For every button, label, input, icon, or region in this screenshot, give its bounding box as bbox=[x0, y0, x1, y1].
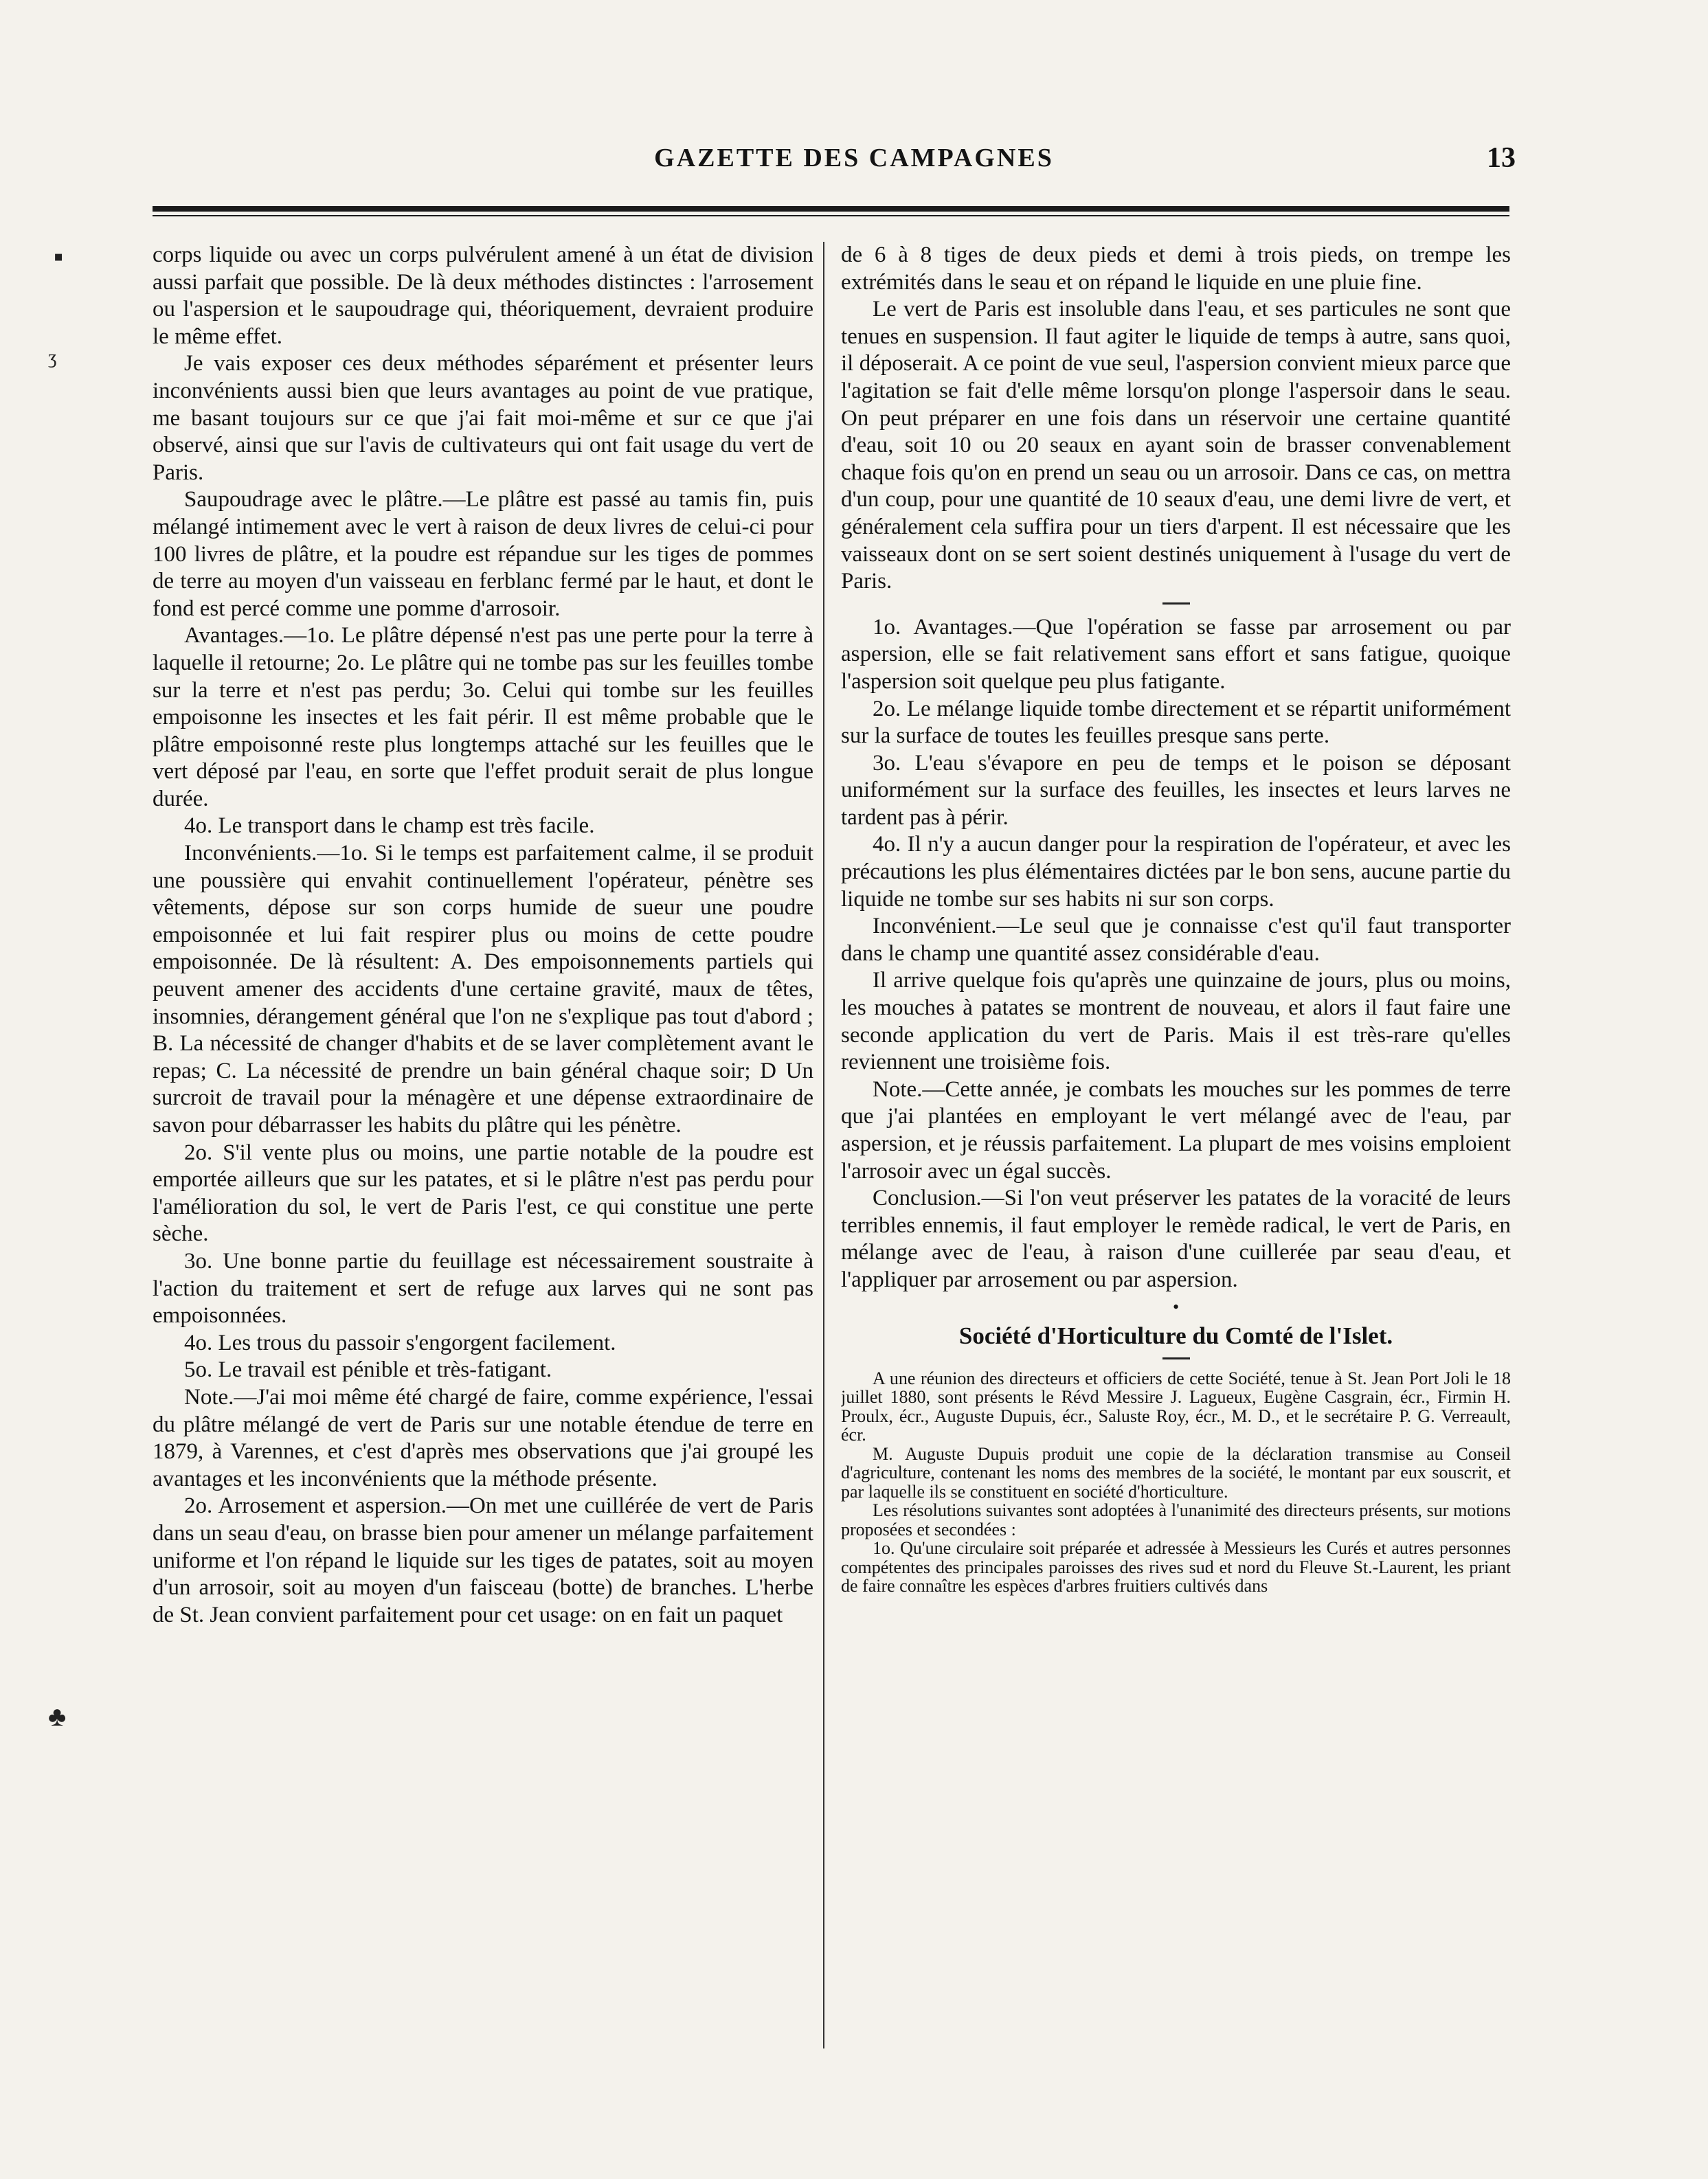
running-title: GAZETTE DES CAMPAGNES bbox=[654, 144, 1054, 172]
paragraph: 3o. Une bonne partie du feuillage est nécessairement soustraite à l'action du traitement et sert de refuge aux larves qui ne sont pas empoisonnées. bbox=[153, 1248, 813, 1329]
paragraph: Saupoudrage avec le plâtre.—Le plâtre est passé au tamis fin, puis mélangé intimement avec le vert à raison de deux livres de celui-ci pour 100 livres de plâtre, et la poudre est répandue sur les tiges de pommes de terre au moyen d'un vaisseau en ferblanc fermé par le haut, et dont le fond est percé comme une pomme d'arrosoir. bbox=[153, 487, 813, 621]
paragraph: Les résolutions suivantes sont adoptées à l'unanimité des directeurs présents, sur motions proposées et secondées : bbox=[841, 1500, 1511, 1539]
paragraph: 2o. Arrosement et aspersion.—On met une cuillérée de vert de Paris dans un seau d'eau, on brasse bien pour amener un mélange parfaitement uniforme et l'on répand le liquide sur les tiges de patates, soit au moyen d'un arrosoir, soit au moyen d'un faisceau (botte) de branches. L'herbe de St. Jean convient parfaitement pour cet usage: on en fait un paquet bbox=[153, 1493, 813, 1627]
header-rule-thick bbox=[153, 206, 1509, 212]
left-column bbox=[153, 242, 813, 2055]
paragraph: Note.—J'ai moi même été chargé de faire, comme expérience, l'essai du plâtre mélangé de vert de Paris sur une notable étendue de terre en 1879, à Varennes, et c'est d'après mes observations que j'ai groupé les avantages et les inconvénients que la méthode présente. bbox=[153, 1384, 813, 1491]
paragraph: 1o. Qu'une circulaire soit préparée et adressée à Messieurs les Curés et autres personnes compétentes des principales paroisses des rives sud et nord du Fleuve St.-Laurent, les priant de faire connaître les espèces d'arbres fruitiers cultivés dans bbox=[841, 1538, 1511, 1596]
paragraph: 4o. Il n'y a aucun danger pour la respiration de l'opérateur, et avec les précautions les plus élémentaires dictées par le bon sens, aucune partie du liquide ne tombe sur ses habits ni sur son corps. bbox=[841, 832, 1511, 912]
paragraph: 2o. S'il vente plus ou moins, une partie notable de la poudre est emportée ailleurs que sur les patates, et si le plâtre n'est pas perdu pour l'amélioration du sol, le vert de Paris l'est, ce qui constitue une perte sèche. bbox=[153, 1140, 813, 1247]
paragraph: Inconvénients.—1o. Si le temps est parfaitement calme, il se produit une poussière qui envahit continuellement l'opérateur, pénètre ses vêtements, dépose sur son corps humide de sueur une poudre empoisonnée et lui fait respirer plus ou moins de cette poudre empoisonnée. De là résultent: A. Des empoisonnements partiels qui peuvent amener des accidents d'une certaine gravité, maux de têtes, insomnies, dérangement général que l'on ne s'explique pas tout d'abord ; B. La nécessité de changer d'habits et de se laver complètement avant le repas; C. La nécessité de prendre un bain général chaque soir; D Un surcroit de travail pour la ménagère et une dépense extraordinaire de savon pour débarrasser les habits du plâtre qui les pénètre. bbox=[153, 841, 813, 1138]
section-title: Société d'Horticulture du Comté de l'Islet. bbox=[958, 1322, 1393, 1349]
paragraph: Le vert de Paris est insoluble dans l'eau, et ses particules ne sont que tenues en suspension. Il faut agiter le liquide de temps à autre, sans quoi, il déposerait. A ce point de vue seul, l'aspersion convient mieux parce que l'agitation se fait d'elle même lorsqu'on plonge l'aspersoir dans le seau. On peut préparer en une fois dans un réservoir une certaine quantité d'eau, soit 10 ou 20 seaux en ayant soin de brasser convenablement chaque fois qu'on en prend un seau ou un arrosoir. Dans ce cas, on mettra d'un coup, pour une quantité de 10 seaux d'eau, une demi livre de vert, et généralement cela suffira pour un tiers d'arpent. Il est nécessaire que les vaisseaux dont on se sert soient destinés uniquement à l'usage du vert de Paris. bbox=[841, 297, 1511, 594]
paragraph: Conclusion.—Si l'on veut préserver les patates de la voracité de leurs terribles ennemis, il faut employer le remède radical, le vert de Paris, en mélange avec de l'eau, à raison d'une cuillerée par seau d'eau, et l'appliquer par arrosement ou par aspersion. bbox=[841, 1186, 1511, 1292]
section-rule bbox=[1162, 602, 1190, 605]
paragraph: 4o. Les trous du passoir s'engorgent facilement. bbox=[184, 1330, 616, 1355]
title-rule bbox=[1162, 1357, 1190, 1359]
paragraph: Note.—Cette année, je combats les mouches sur les pommes de terre que j'ai plantées en employant le vert mélangé avec de l'eau, par aspersion, et je réussis parfaitement. La plupart de mes voisins emploient l'arrosoir avec un égal succès. bbox=[841, 1076, 1511, 1184]
ornament-divider: • bbox=[1172, 1296, 1180, 1317]
right-column bbox=[841, 242, 1511, 2055]
paragraph: corps liquide ou avec un corps pulvérulent amené à un état de division aussi parfait que possible. De là deux méthodes distinctes : l'arrosement ou l'aspersion et le saupoudrage qui, théoriquement, devraient produire le même effet. bbox=[153, 242, 813, 349]
paragraph: M. Auguste Dupuis produit une copie de la déclaration transmise au Conseil d'agriculture, contenant les noms des membres de la société, le montant par eux souscrit, et par laquelle ils se constituent en société d'horticulture. bbox=[841, 1443, 1511, 1502]
paragraph: Je vais exposer ces deux méthodes séparément et présenter leurs inconvénients aussi bien que leurs avantages au point de vue pratique, me basant toujours sur ce que j'ai fait moi-même et sur ce que j'ai observé, ainsi que sur l'avis de cultivateurs qui ont fait usage du vert de Paris. bbox=[153, 351, 813, 485]
column-divider bbox=[823, 242, 824, 2048]
section-body bbox=[841, 1369, 1511, 1596]
paragraph: 1o. Avantages.—Que l'opération se fasse par arrosement ou par aspersion, elle se fait relativement sans effort et sans fatigue, quoique l'aspersion soit quelque peu plus fatigante. bbox=[841, 614, 1511, 694]
paragraph: de 6 à 8 tiges de deux pieds et demi à trois pieds, on trempe les extrémités dans le seau et on répand le liquide en une pluie fine. bbox=[841, 242, 1511, 295]
paragraph: Inconvénient.—Le seul que je connaisse c'est qu'il faut transporter dans le champ une quantité assez considérable d'eau. bbox=[841, 914, 1511, 966]
paragraph: 2o. Le mélange liquide tombe directement et se répartit uniformément sur la surface de toutes les feuilles presque sans perte. bbox=[841, 696, 1511, 749]
paragraph: 4o. Le transport dans le champ est très facile. bbox=[184, 813, 595, 839]
paragraph: 5o. Le travail est pénible et très-fatigant. bbox=[184, 1357, 552, 1383]
header-rule-thin bbox=[153, 215, 1509, 216]
margin-speck: ♣ bbox=[48, 1701, 67, 1732]
paragraph: Avantages.—1o. Le plâtre dépensé n'est pas une perte pour la terre à laquelle il retourne; 2o. Le plâtre qui ne tombe pas sur les feuilles tombe sur la terre et n'est pas perdu; 3o. Celui qui tombe sur les feuilles empoisonne les insectes et les fait périr. Il est même probable que le plâtre empoisonné reste plus longtemps attaché sur les feuilles que le vert déposé par l'eau, en sorte que l'effet produit serait de plus longue durée. bbox=[153, 623, 813, 811]
paragraph: Il arrive quelque fois qu'après une quinzaine de jours, plus ou moins, les mouches à patates se montrent de nouveau, et alors il faut faire une seconde application du vert de Paris. Mais il est très-rare qu'elles reviennent une troisième fois. bbox=[841, 968, 1511, 1075]
paragraph: 3o. L'eau s'évapore en peu de temps et le poison se déposant uniformément sur la surface des feuilles, les insectes et leurs larves ne tardent pas à périr. bbox=[841, 750, 1511, 830]
margin-speck: ▪ bbox=[54, 241, 64, 272]
margin-speck: ʒ bbox=[48, 347, 57, 368]
paragraph: A une réunion des directeurs et officiers de cette Société, tenue à St. Jean Port Joli le 18 juillet 1880, sont présents le Révd Messire J. Lagueux, Eugène Casgrain, écr., Firmin H. Proulx, écr., Auguste Dupuis, écr., Saluste Roy, écr., M. D., et le secrétaire P. G. Verreault, écr. bbox=[841, 1368, 1511, 1445]
page-number: 13 bbox=[1487, 142, 1516, 174]
